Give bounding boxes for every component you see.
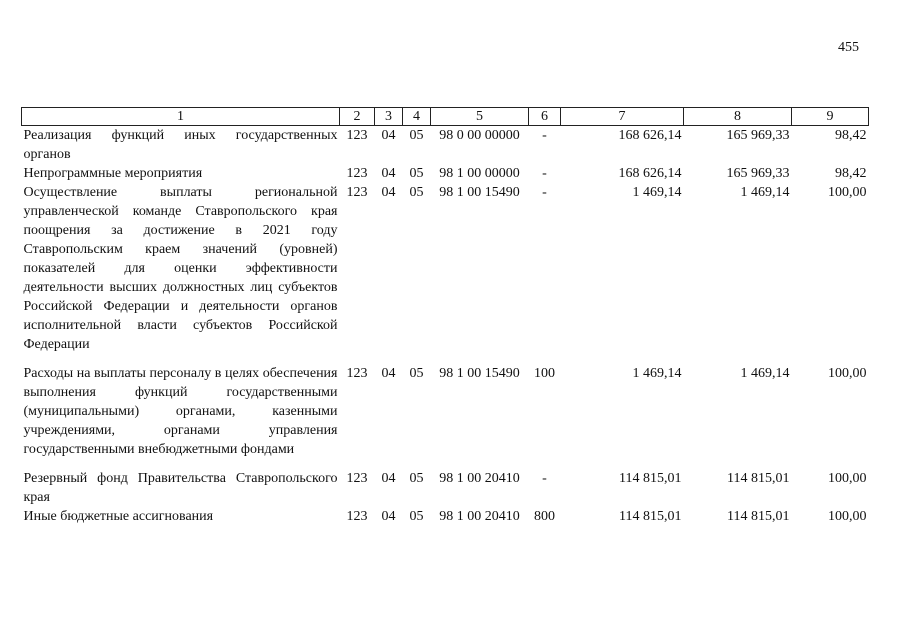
expense-name: Реализация функций иных государственных органов bbox=[23, 128, 338, 162]
ministry-code: 123 bbox=[346, 366, 368, 381]
ministry-code: 123 bbox=[346, 509, 368, 524]
target-article-code: 98 1 00 00000 bbox=[439, 166, 520, 181]
planned-amount: 114 815,01 bbox=[619, 509, 682, 524]
target-article-code: 98 1 00 20410 bbox=[439, 509, 520, 524]
ministry-code: 123 bbox=[346, 166, 368, 181]
expense-type-code: 100 bbox=[534, 366, 555, 381]
executed-amount: 165 969,33 bbox=[726, 166, 790, 181]
target-article-code: 98 1 00 15490 bbox=[439, 366, 520, 381]
header-row bbox=[22, 108, 869, 126]
table-row bbox=[22, 469, 869, 507]
column-header: 1 bbox=[22, 108, 340, 126]
executed-amount: 114 815,01 bbox=[727, 471, 790, 486]
subsection-code: 05 bbox=[409, 128, 424, 143]
section-code: 04 bbox=[381, 471, 396, 486]
section-code: 04 bbox=[381, 166, 396, 181]
section-code: 04 bbox=[381, 509, 396, 524]
subsection-code: 05 bbox=[409, 166, 424, 181]
executed-amount: 1 469,14 bbox=[740, 366, 790, 381]
execution-percent: 100,00 bbox=[828, 471, 867, 486]
table-row bbox=[22, 183, 869, 364]
column-header: 2 bbox=[340, 108, 375, 126]
ministry-code: 123 bbox=[346, 185, 368, 200]
budget-table bbox=[21, 107, 869, 526]
column-header: 8 bbox=[684, 108, 792, 126]
table-row bbox=[22, 164, 869, 183]
section-code: 04 bbox=[381, 366, 396, 381]
expense-type-code: - bbox=[542, 128, 547, 143]
target-article-code: 98 1 00 15490 bbox=[439, 185, 520, 200]
ministry-code: 123 bbox=[346, 128, 368, 143]
expense-name: Непрограммные мероприятия bbox=[23, 166, 203, 181]
planned-amount: 114 815,01 bbox=[619, 471, 682, 486]
target-article-code: 98 1 00 20410 bbox=[439, 471, 520, 486]
expense-name: Осуществление выплаты региональной управленческой команде Ставропольского края поощрения за достижение в 2021 году Ставропольским краем значений (уровней) показателей для оценки эффективности деятельности высших должностных лиц субъектов Российской Федерации и деятельности органов исполнительной власти субъектов Российской Федерации bbox=[23, 185, 338, 352]
table-row bbox=[22, 126, 869, 165]
planned-amount: 1 469,14 bbox=[632, 185, 682, 200]
subsection-code: 05 bbox=[409, 366, 424, 381]
executed-amount: 114 815,01 bbox=[727, 509, 790, 524]
execution-percent: 100,00 bbox=[828, 509, 867, 524]
column-header: 7 bbox=[561, 108, 684, 126]
column-header: 4 bbox=[403, 108, 431, 126]
column-header: 3 bbox=[375, 108, 403, 126]
executed-amount: 165 969,33 bbox=[726, 128, 790, 143]
expense-type-code: - bbox=[542, 185, 547, 200]
expense-type-code: - bbox=[542, 471, 547, 486]
ministry-code: 123 bbox=[346, 471, 368, 486]
page-number: 455 bbox=[838, 40, 859, 55]
subsection-code: 05 bbox=[409, 185, 424, 200]
planned-amount: 1 469,14 bbox=[632, 366, 682, 381]
expense-type-code: - bbox=[542, 166, 547, 181]
execution-percent: 98,42 bbox=[835, 128, 867, 143]
table-row bbox=[22, 507, 869, 526]
planned-amount: 168 626,14 bbox=[618, 166, 682, 181]
subsection-code: 05 bbox=[409, 509, 424, 524]
execution-percent: 100,00 bbox=[828, 185, 867, 200]
subsection-code: 05 bbox=[409, 471, 424, 486]
execution-percent: 100,00 bbox=[828, 366, 867, 381]
column-header: 5 bbox=[431, 108, 529, 126]
planned-amount: 168 626,14 bbox=[618, 128, 682, 143]
target-article-code: 98 0 00 00000 bbox=[439, 128, 520, 143]
column-header: 9 bbox=[792, 108, 869, 126]
expense-name: Иные бюджетные ассигнования bbox=[23, 509, 214, 524]
expense-type-code: 800 bbox=[534, 509, 555, 524]
section-code: 04 bbox=[381, 185, 396, 200]
table-row bbox=[22, 364, 869, 469]
execution-percent: 98,42 bbox=[835, 166, 867, 181]
expense-name: Расходы на выплаты персоналу в целях обеспечения выполнения функций государственными (муниципальными) органами, казенными учреждениями, органами управления государственными внебюджетными фондами bbox=[23, 366, 338, 457]
section-code: 04 bbox=[381, 128, 396, 143]
column-header: 6 bbox=[529, 108, 561, 126]
executed-amount: 1 469,14 bbox=[740, 185, 790, 200]
expense-name: Резервный фонд Правительства Ставропольского края bbox=[23, 471, 338, 505]
